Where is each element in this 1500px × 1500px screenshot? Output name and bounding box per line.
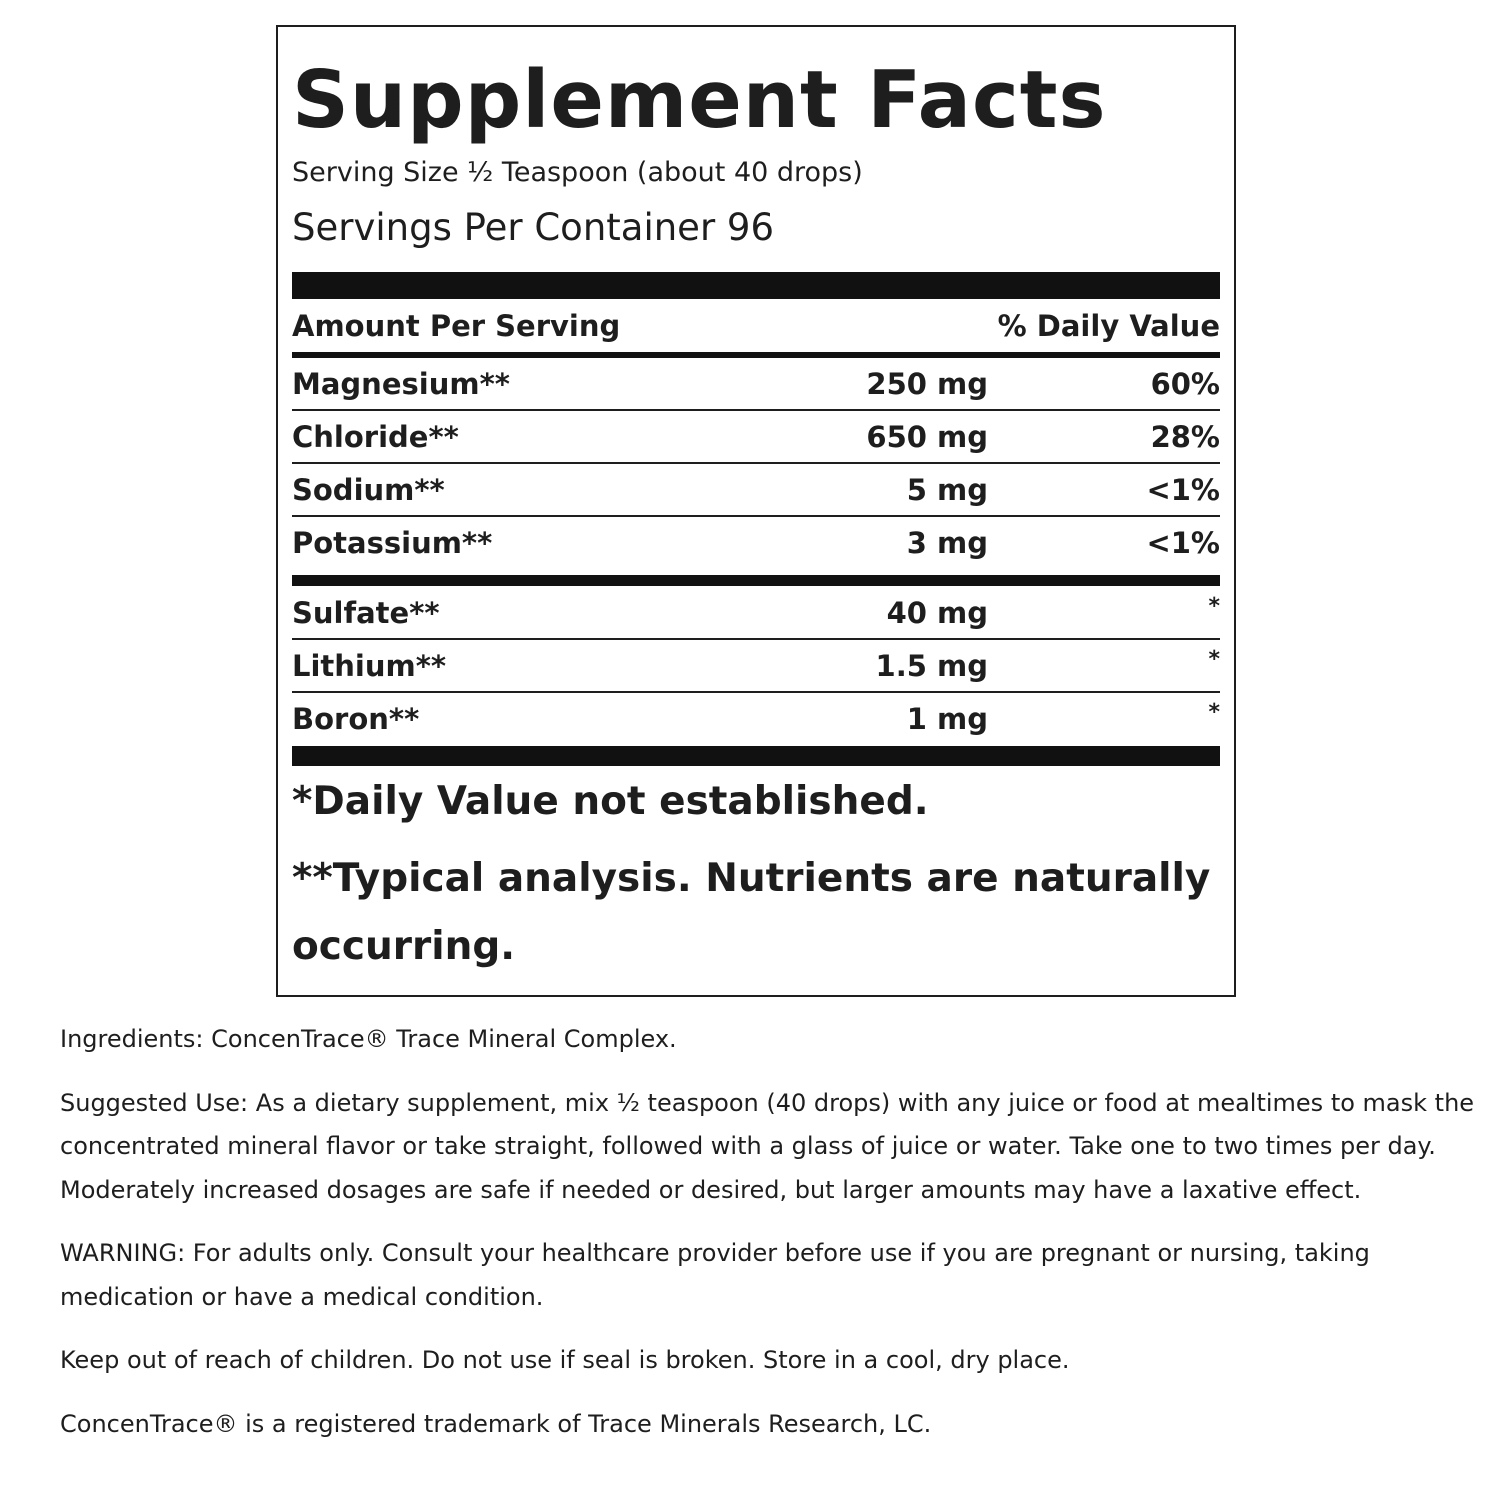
nutrient-name: Boron** [292, 702, 420, 736]
thick-divider [292, 272, 1220, 299]
nutrient-amount: 250 mg [866, 367, 988, 401]
footnote-typical-analysis: **Typical analysis. Nutrients are naturally occurring. [292, 856, 1211, 969]
ingredients-text: Ingredients: ConcenTrace® Trace Mineral Complex. [60, 1025, 677, 1053]
group-divider [292, 575, 1220, 586]
nutrient-group-2 [292, 587, 1220, 746]
nutrient-amount: 1 mg [906, 702, 988, 736]
nutrient-row-chloride [292, 411, 1220, 464]
servings-per-container: Servings Per Container 96 [292, 206, 774, 249]
bottom-divider [292, 746, 1220, 766]
supplement-facts-panel [276, 25, 1236, 997]
footnote-daily-value: *Daily Value not established. [292, 779, 929, 824]
nutrient-amount: 1.5 mg [875, 649, 988, 683]
warning-text: WARNING: For adults only. Consult your healthcare provider before use if you are pregnant or nursing, taking medication or have a medical condition. [60, 1239, 1370, 1311]
nutrient-name: Lithium** [292, 649, 447, 683]
nutrient-amount: 40 mg [886, 596, 988, 630]
storage-text: Keep out of reach of children. Do not use if seal is broken. Store in a cool, dry place. [60, 1346, 1070, 1374]
label-title: Supplement Facts [292, 54, 1107, 146]
nutrient-row-potassium [292, 517, 1220, 570]
trademark-text: ConcenTrace® is a registered trademark of Trace Minerals Research, LC. [60, 1409, 932, 1438]
nutrient-amount: 650 mg [866, 420, 988, 454]
nutrient-daily-value: * [1208, 700, 1220, 725]
nutrient-row-magnesium [292, 358, 1220, 411]
nutrient-name: Potassium** [292, 526, 493, 560]
nutrient-group-1 [292, 358, 1220, 570]
nutrient-name: Sulfate** [292, 596, 440, 630]
nutrient-daily-value: * [1208, 594, 1220, 619]
serving-size: Serving Size ½ Teaspoon (about 40 drops) [292, 157, 863, 188]
nutrient-name: Magnesium** [292, 367, 510, 401]
nutrient-daily-value: * [1208, 647, 1220, 672]
nutrient-row-sodium [292, 464, 1220, 517]
product-info [60, 1018, 1480, 1466]
nutrient-daily-value: 28% [1150, 420, 1220, 454]
nutrient-daily-value: 60% [1150, 367, 1220, 401]
nutrient-daily-value: <1% [1146, 473, 1220, 507]
nutrient-name: Sodium** [292, 473, 445, 507]
nutrient-row-lithium [292, 640, 1220, 693]
nutrient-daily-value: <1% [1146, 526, 1220, 560]
nutrient-row-sulfate [292, 587, 1220, 640]
nutrient-row-boron [292, 693, 1220, 746]
suggested-use-text: Suggested Use: As a dietary supplement, mix ½ teaspoon (40 drops) with any juice or food at mealtimes to mask the concentrated mineral flavor or take straight, followed with a glass of juice or water. Take one to two times per day. Moderately increased dosages are safe if needed or desired, but larger amounts may have a laxative effect. [60, 1088, 1475, 1204]
amount-per-serving-header: Amount Per Serving [292, 309, 621, 343]
nutrient-name: Chloride** [292, 420, 459, 454]
nutrient-amount: 3 mg [906, 526, 988, 560]
daily-value-header: % Daily Value [997, 309, 1220, 343]
nutrient-amount: 5 mg [906, 473, 988, 507]
